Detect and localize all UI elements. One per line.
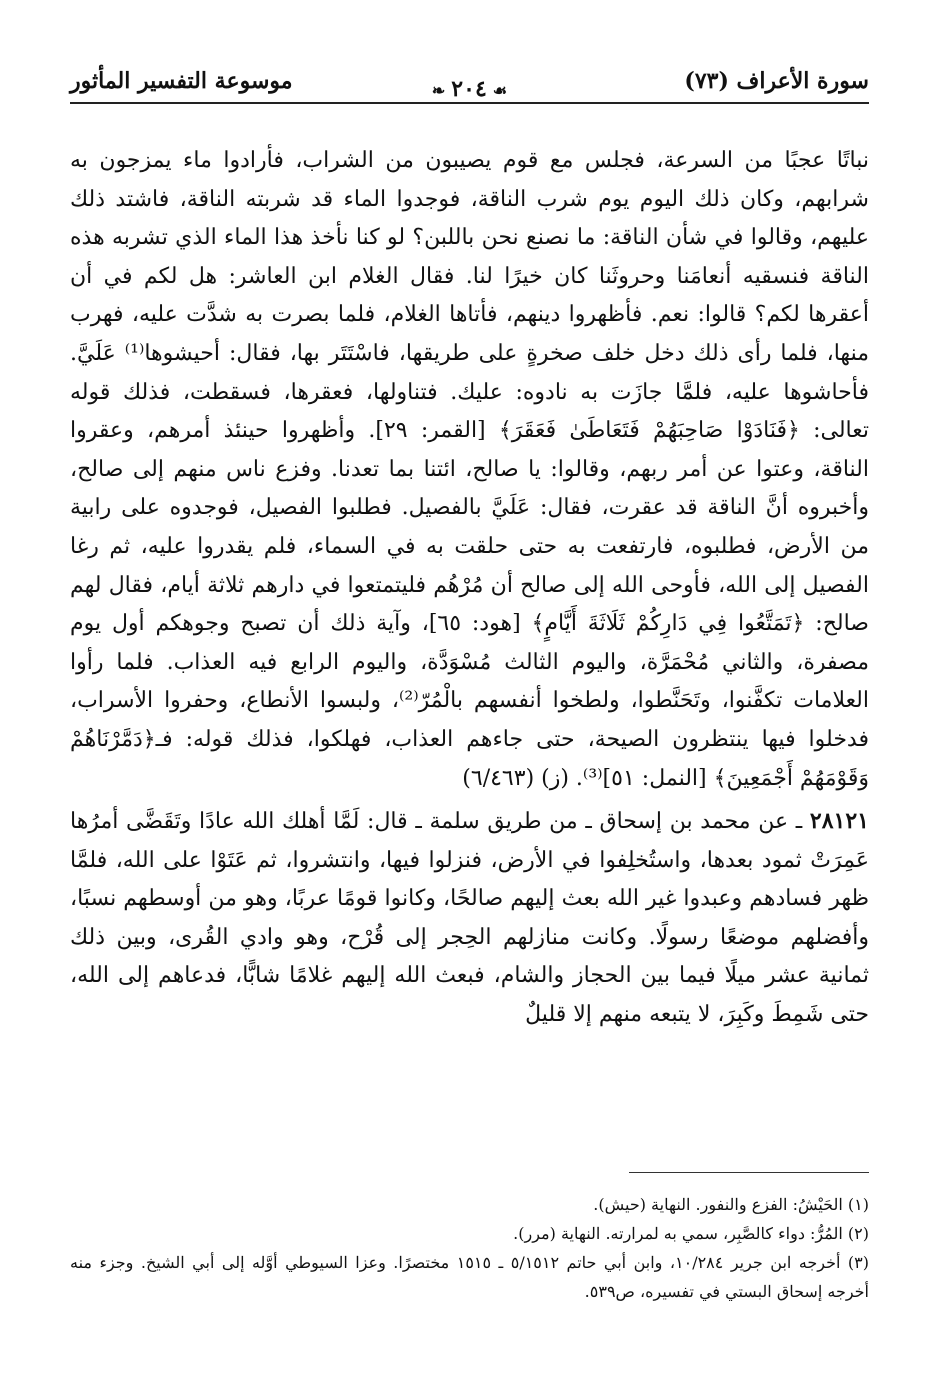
footnote: (٣) أخرجه ابن جرير ١٠/٢٨٤، وابن أبي حاتم ٥/١٥١٢ ـ ١٥١٥ مختصرًا. وعزا السيوطي أوَّله إلى أبي الشيخ. وجزء منه أخرجه إسحاق البستي في تفسيره، ص٥٣٩. [70,1253,870,1301]
footnote: (٢) المُرُّ: دواء كالصَّبِر، سمي به لمرارته. النهاية (مرر). [513,1224,869,1243]
footnote: (١) الحَيْشُ: الفزع والنفور. النهاية (حيش). [593,1195,869,1214]
footnote-separator [629,1172,869,1173]
paragraph: نباتًا عجبًا من السرعة، فجلس مع قوم يصيبون من الشراب، فأرادوا ماء يمزجون به شرابهم، وكان ذلك اليوم يوم شرب الناقة، فوجدوا الماء قد شربته الناقة، فاشتد ذلك عليهم، وقالوا في شأن الناقة: ما نصنع نحن باللبن؟ لو كنا نأخذ هذا الماء الذي تشربه هذه الناقة فنسقيه أنعامَنا وحروثَنا كان خيرًا لنا. فقال الغلام ابن العاشر: هل لكم في أن أعقرها لكم؟ قالوا: نعم. فأظهروا دينهم، فأتاها الغلام، فلما بصرت به شدَّت عليه، فهرب منها، فلما رأى ذلك دخل خلف صخرةٍ على طريقها، فاسْتَتَر بها، فقال: أحيشوها⁽¹⁾ عَلَيَّ. فأحاشوها عليه، فلمَّا جازَت به نادوه: عليك. فتناولها، فعقرها، فسقطت، فذلك قوله تعالى: ﴿فَنَادَوْا صَاحِبَهُمْ فَتَعَاطَىٰ فَعَقَرَ﴾ [القمر: ٢٩]. وأظهروا حينئذ أمرهم، وعقروا الناقة، وعتوا عن أمر ربهم، وقالوا: يا صالح، ائتنا بما تعدنا. وفزع ناس منهم إلى صالح، وأخبروه أنَّ الناقة قد عقرت، فقال: عَلَيَّ بالفصيل. فطلبوا الفصيل، فوجدوه على رابية من الأرض، فطلبوه، فارتفعت به حتى حلقت به في السماء، فلم يقدروا عليه، ثم رغا الفصيل إلى الله، فأوحى الله إلى صالح أن مُرْهُم فليتمتعوا في دارهم ثلاثة أيام، فقال لهم صالح: ﴿تَمَتَّعُوا فِي دَارِكُمْ ثَلَاثَةَ أَيَّامٍ﴾ [هود: ٦٥]، وآية ذلك أن تصبح وجوهكم أول يوم مصفرة، والثاني مُحْمَرَّة، واليوم الثالث مُسْوَدَّة، واليوم الرابع فيه العذاب. فلما رأوا العلامات تكفَّنوا، وتَحَنَّطوا، ولطخوا أنفسهم بالْمُرّ⁽²⁾، ولبسوا الأنطاع، وحفروا الأسراب، فدخلوا فيها ينتظرون الصيحة، حتى جاءهم العذاب، فهلكوا، فذلك قوله: فـ﴿دَمَّرْنَاهُمْ وَقَوْمَهُمْ أَجْمَعِينَ﴾ [النمل: ٥١]⁽³⁾. (ز) (٦/٤٦٣) [70,148,869,791]
surah-title: سورة الأعراف (٧٣) [684,68,869,94]
ornament-icon: ☙ [492,81,508,100]
paragraph [70,802,869,1035]
ornament-icon: ❧ [431,81,446,100]
paragraph-text: ـ عن محمد بن إسحاق ـ من طريق سلمة ـ قال: لَمَّا أهلك الله عادًا وتَقَضَّى أمرُها عَمِرَتْ ثمود بعدها، واستُخلِفوا في الأرض، فنزلوا فيها، وانتشروا، ثم عَتَوْا على الله، فلمَّا ظهر فسادهم وعبدوا غير الله بعث إليهم صالحًا، وكانوا قومًا عربًا، وهو من أوسطهم نسبًا، وأفضلهم موضعًا رسولًا. وكانت منازلهم الحِجر إلى قُرْح، وهو وادي القُرى، وبين ذلك ثمانية عشر ميلًا فيما بين الحجاز والشام، فبعث الله إليهم غلامًا شابًّا، فدعاهم إلى الله، حتى شَمِطَ وكَبِرَ، لا يتبعه منهم إلا قليلٌ [70,809,869,1028]
page-header [70,64,869,110]
book-title: موسوعة التفسير المأثور [70,68,293,94]
footnotes [70,1190,869,1306]
page-number-value: ٢٠٤ [451,76,487,102]
main-text [70,142,869,1035]
page-number [426,76,513,102]
header-rule [70,102,869,104]
entry-number: ٢٨١٢١ [809,808,869,835]
